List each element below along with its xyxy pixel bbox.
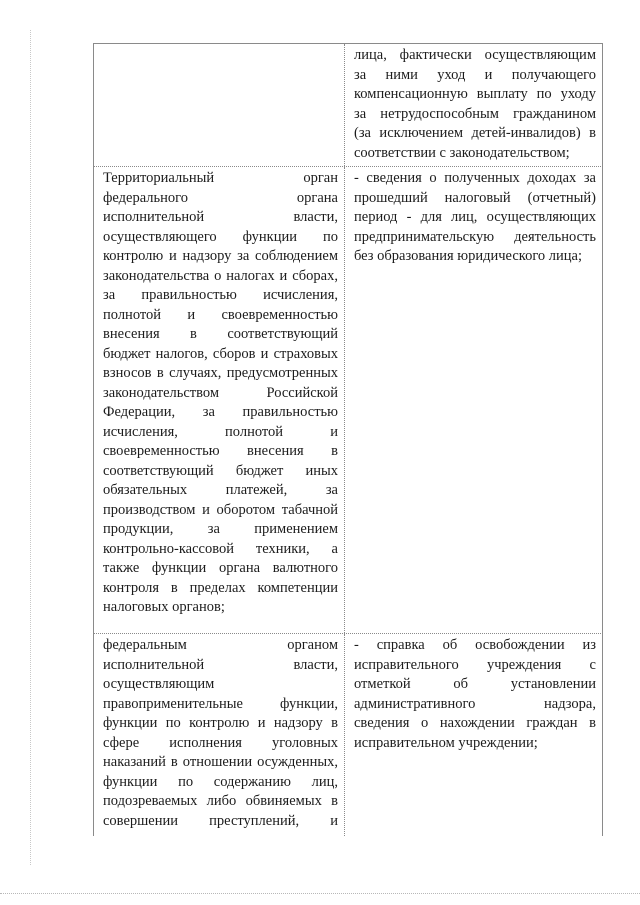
table-cell-authority — [93, 167, 345, 633]
page-edge-bottom — [0, 893, 640, 894]
text-line: продукции, за применением — [103, 521, 338, 537]
text-line: подозреваемых либо обвиняемых в — [103, 793, 338, 809]
text-line: отметкой об установлении — [354, 676, 596, 692]
text-line: исполнительной власти, — [103, 209, 338, 225]
table-cell-document — [345, 634, 603, 836]
text-line: федерального органа — [103, 189, 338, 206]
document-table — [93, 43, 603, 836]
text-line: контролю и надзору за соблюдением — [103, 248, 338, 264]
text-line: лица, фактически осуществляющим — [354, 47, 596, 63]
text-line: правоприменительные функции, — [103, 695, 338, 712]
page-edge-left — [30, 30, 31, 865]
text-line: - сведения о полученных доходах за — [354, 170, 596, 186]
text-line: осуществляющим — [103, 676, 215, 692]
text-line: производством и оборотом табачной — [103, 501, 338, 518]
table-row — [93, 44, 603, 167]
text-line: за правильностью исчисления, — [103, 287, 338, 303]
text-line: бюджет налогов, сборов и страховых — [103, 345, 338, 362]
text-line: Федерации, за правильностью — [103, 404, 338, 420]
text-line: соответствии с законодательством; — [354, 144, 570, 161]
text-line: функции по контролю и надзору в — [103, 715, 338, 731]
text-line: исполнительной власти, — [103, 656, 338, 673]
text-line: налоговых органов; — [103, 599, 225, 615]
text-line: функции по содержанию лиц, — [103, 773, 338, 790]
text-line: полнотой и своевременностью — [103, 306, 338, 323]
text-line: (за исключением детей-инвалидов) в — [354, 125, 596, 141]
text-line: также функции органа валютного — [103, 560, 338, 576]
text-line: предпринимательскую деятельность — [354, 228, 596, 245]
text-line: компенсационную выплату по уходу — [354, 86, 596, 102]
text-line: исчисления, полнотой и — [103, 423, 338, 440]
text-line: период - для лиц, осуществляющих — [354, 209, 596, 225]
table-row — [93, 634, 603, 836]
text-line: законодательством Российской — [103, 384, 338, 401]
text-line: наказаний в отношении осужденных, — [103, 754, 338, 770]
text-line: без образования юридического лица; — [354, 248, 583, 264]
text-line: законодательства о налогах и сборах, — [103, 267, 338, 284]
text-line: осуществляющего функции по — [103, 228, 338, 245]
table-row — [93, 167, 603, 634]
text-line: за ними уход и получающего — [354, 66, 596, 83]
text-line: сфере исполнения уголовных — [103, 734, 338, 751]
text-line: исправительного учреждения с — [354, 656, 596, 673]
text-line: совершении преступлений, и — [103, 812, 338, 829]
table-cell-document — [345, 44, 603, 166]
text-line: Территориальный орган — [103, 170, 338, 186]
text-line: исправительном учреждении; — [354, 734, 538, 751]
table-cell-document — [345, 167, 603, 633]
text-line: своевременностью внесения в — [103, 443, 338, 459]
text-line: контрольно-кассовой техники, а — [103, 540, 338, 557]
text-line: за нетрудоспособным гражданином — [354, 105, 596, 122]
text-line: внесения в соответствующий — [103, 326, 338, 342]
text-line: сведения о нахождении граждан в — [354, 715, 596, 731]
text-line: федеральным органом — [103, 637, 338, 653]
table-cell-authority — [93, 634, 345, 836]
text-line: обязательных платежей, за — [103, 482, 338, 498]
table-cell-authority — [93, 44, 345, 166]
text-line: - справка об освобождении из — [354, 637, 596, 653]
text-line: административного надзора, — [354, 695, 596, 712]
text-line: соответствующий бюджет иных — [103, 462, 338, 479]
text-line: взносов в случаях, предусмотренных — [103, 365, 338, 381]
text-line: прошедший налоговый (отчетный) — [354, 189, 596, 206]
text-line: контроля в пределах компетенции — [103, 579, 338, 596]
